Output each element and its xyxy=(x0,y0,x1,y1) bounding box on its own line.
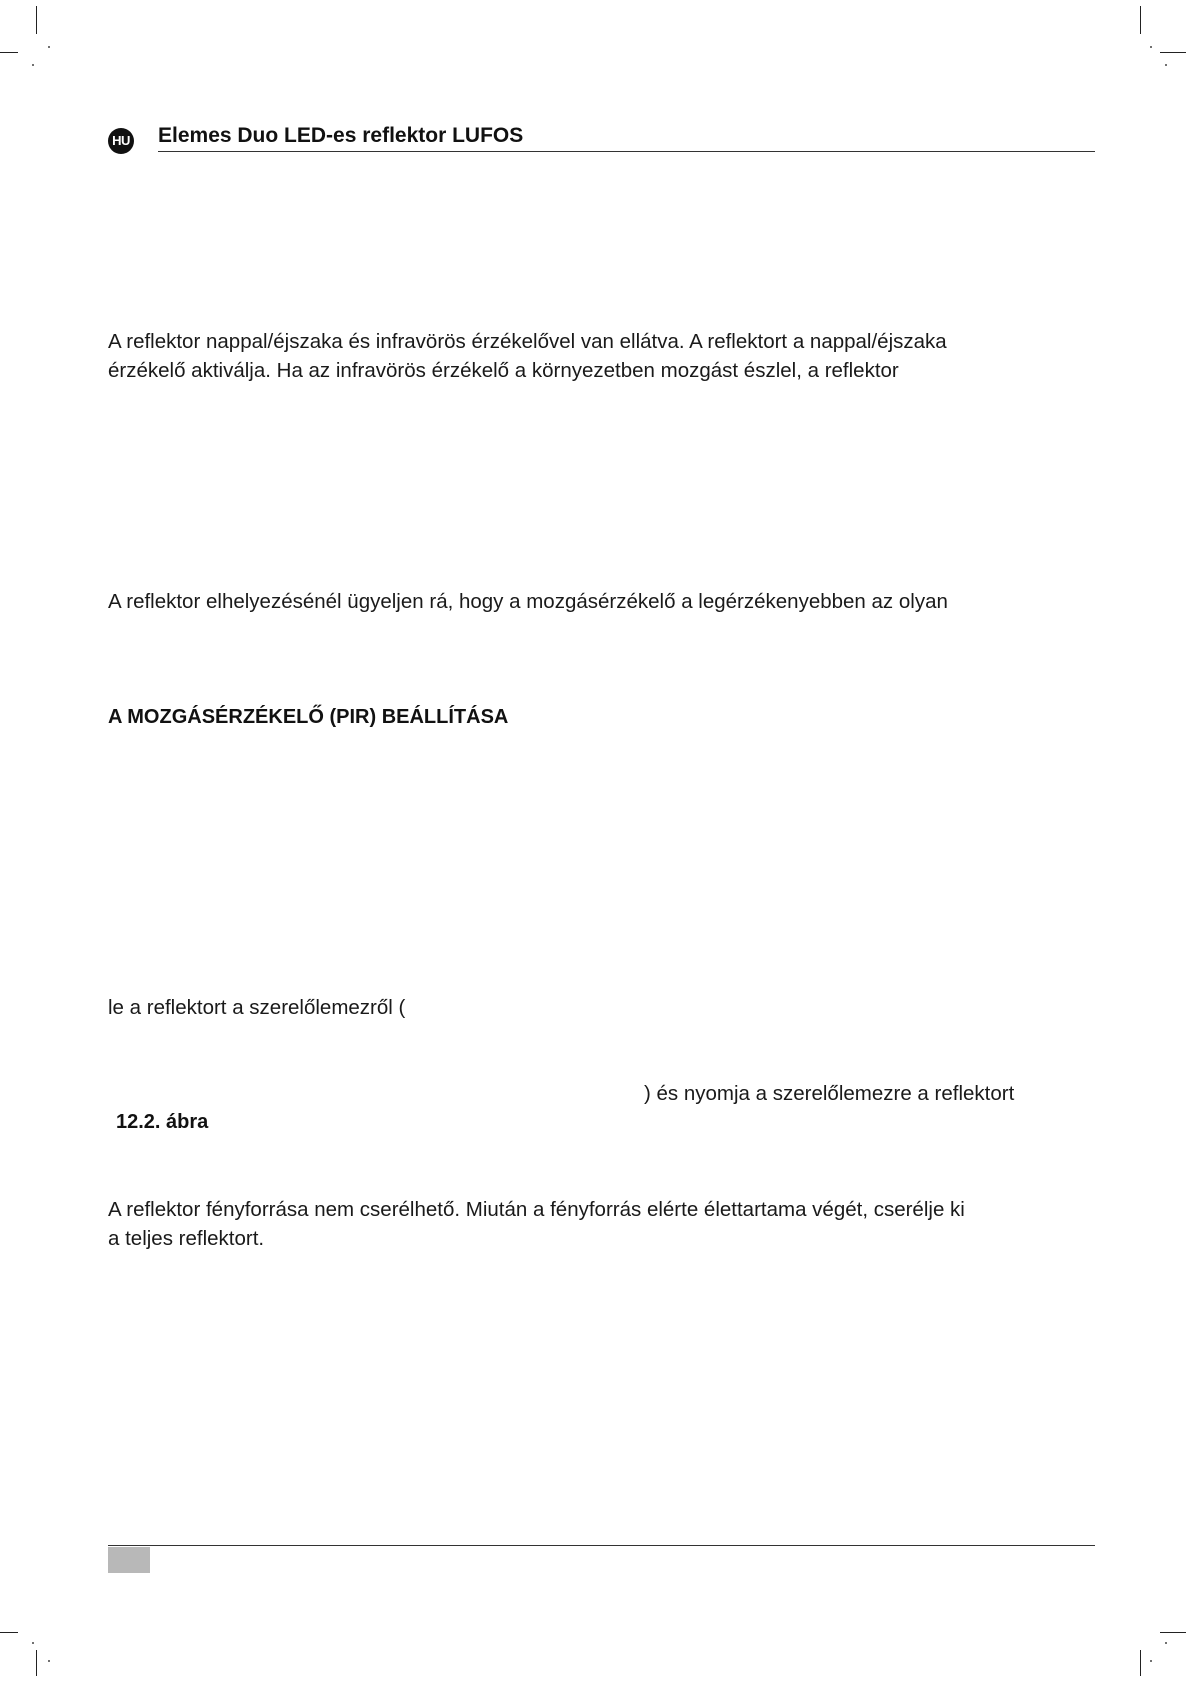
paragraph-2-line-1: A reflektor elhelyezésénél ügyeljen rá, hogy a mozgásérzékelő a legérzékenyebben az olyan xyxy=(108,590,948,613)
page-number-box xyxy=(108,1547,150,1573)
paragraph-1-line-2: érzékelő aktiválja. Ha az infravörös érzékelő a környezetben mozgást észlel, a reflektor xyxy=(108,359,899,382)
crop-dot xyxy=(32,1642,34,1644)
crop-mark-bottom-left-vertical xyxy=(36,1650,37,1676)
section-heading: A MOZGÁSÉRZÉKELŐ (PIR) BEÁLLÍTÁSA xyxy=(108,706,509,728)
crop-mark-top-left-horizontal xyxy=(0,52,18,53)
paragraph-5-line-2: a teljes reflektort. xyxy=(108,1227,265,1250)
figure-caption: 12.2. ábra xyxy=(116,1111,209,1133)
crop-dot xyxy=(48,1660,50,1662)
header-divider xyxy=(158,151,1095,152)
crop-dot xyxy=(1150,1660,1152,1662)
crop-dot xyxy=(32,64,34,66)
paragraph-5-line-1: A reflektor fényforrása nem cserélhető. Miután a fényforrás elérte élettartama végét, cserélje ki xyxy=(108,1198,965,1221)
crop-mark-bottom-right-vertical xyxy=(1140,1650,1141,1676)
language-badge-icon: HU xyxy=(108,128,134,154)
crop-dot xyxy=(1150,46,1152,48)
footer-divider xyxy=(108,1545,1095,1546)
paragraph-1-line-1: A reflektor nappal/éjszaka és infravörös érzékelővel van ellátva. A reflektort a nappal/éjszaka xyxy=(108,330,947,353)
paragraph-4-line-1: ) és nyomja a szerelőlemezre a reflektort xyxy=(644,1082,1015,1105)
crop-dot xyxy=(1165,1642,1167,1644)
document-title: Elemes Duo LED-es reflektor LUFOS xyxy=(158,124,524,147)
paragraph-3-line-1: le a reflektort a szerelőlemezről ( xyxy=(108,996,406,1019)
crop-dot xyxy=(1165,64,1167,66)
crop-dot xyxy=(48,46,50,48)
crop-mark-bottom-left-horizontal xyxy=(0,1632,18,1633)
crop-mark-top-left-vertical xyxy=(36,6,37,34)
crop-mark-bottom-right-horizontal xyxy=(1160,1632,1186,1633)
crop-mark-top-right-vertical xyxy=(1140,6,1141,34)
crop-mark-top-right-horizontal xyxy=(1160,52,1186,53)
